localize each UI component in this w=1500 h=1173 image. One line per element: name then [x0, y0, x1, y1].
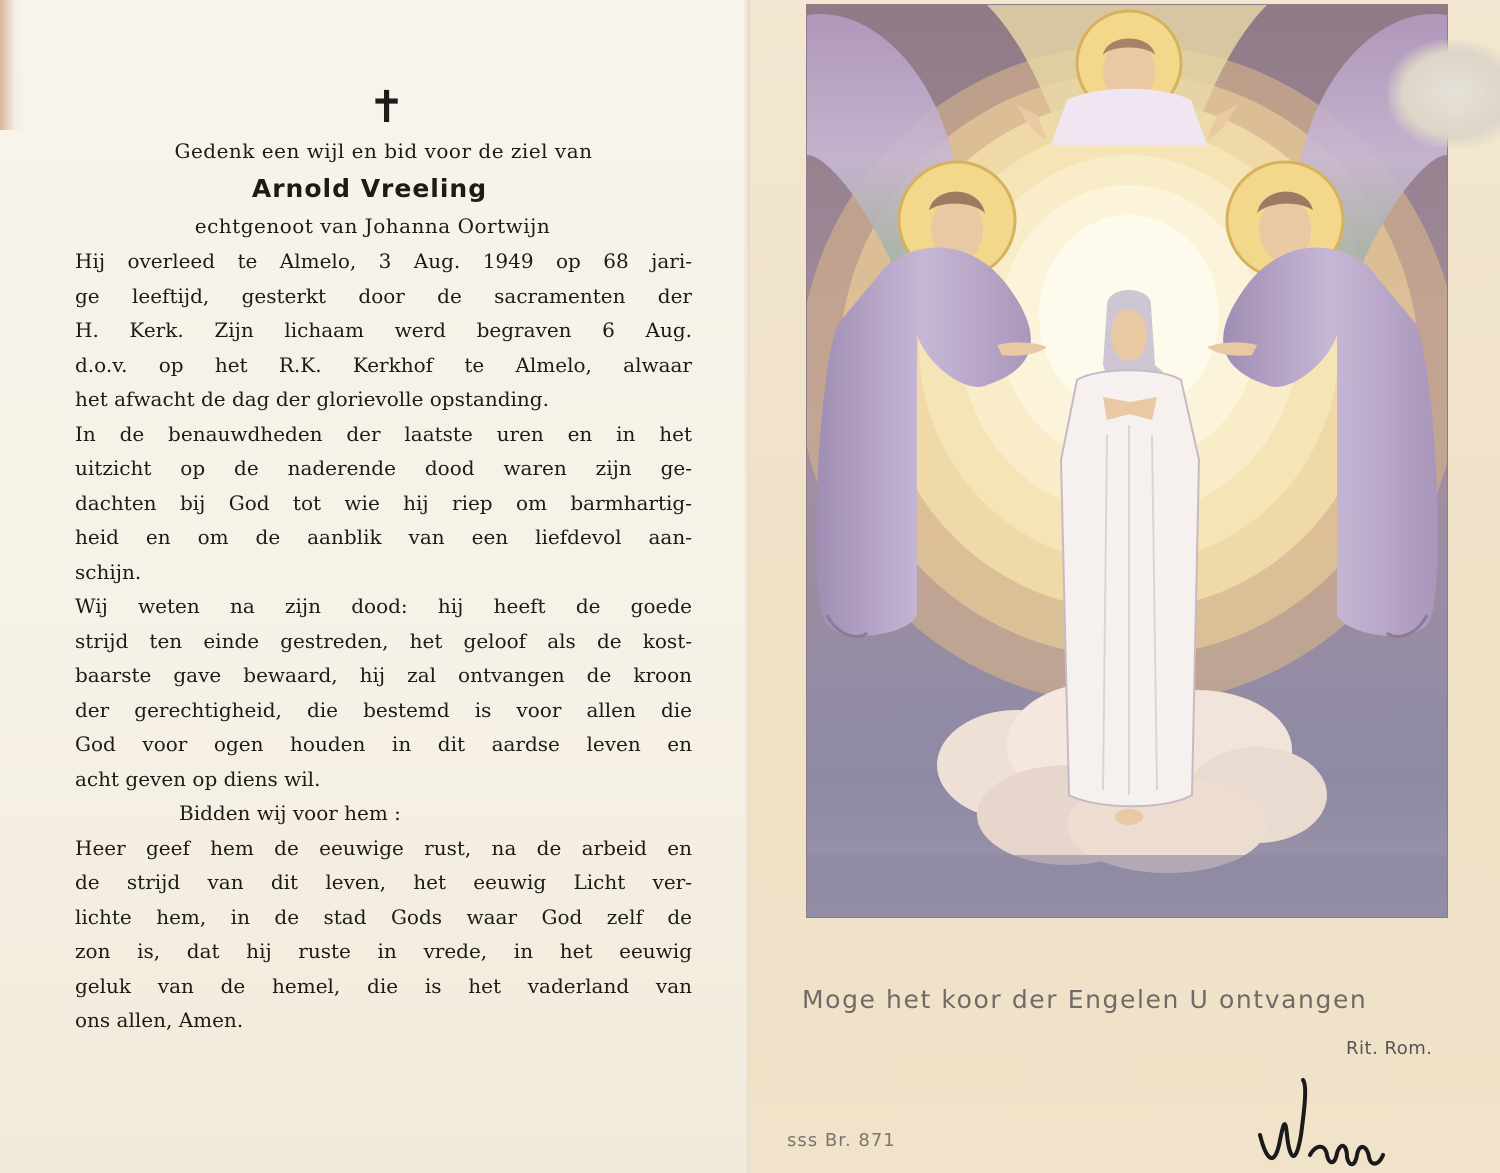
- intro-line: Gedenk een wijl en bid voor de ziel van: [174, 139, 593, 163]
- paragraph-1: [75, 244, 692, 417]
- text-line: ge leeftijd, gesterkt door de sacramenten der: [75, 283, 692, 308]
- paper-damage: [1388, 40, 1500, 148]
- text-line: Heer geef hem de eeuwige rust, na de arbeid en: [75, 835, 692, 860]
- spouse-line: echtgenoot van Johanna Oortwijn: [194, 214, 551, 238]
- text-line: strijd ten einde gestreden, het geloof als de kost-: [75, 628, 692, 653]
- text-line: H. Kerk. Zijn lichaam werd begraven 6 Aug.: [75, 318, 692, 342]
- text-line: lichte hem, in de stad Gods waar God zelf de: [75, 904, 692, 929]
- text-line: der gerechtigheid, die bestemd is voor allen die: [75, 697, 692, 722]
- paragraph-2: [75, 417, 692, 590]
- text-line: Hij overleed te Almelo, 3 Aug. 1949 op 68 jari-: [75, 249, 692, 273]
- text-line: acht geven op diens wil.: [75, 766, 321, 791]
- text-line: uitzicht op de naderende dood waren zijn ge-: [75, 456, 692, 480]
- text-line: schijn.: [75, 559, 142, 584]
- text-line: ons allen, Amen.: [75, 1008, 244, 1032]
- text-line: de strijd van dit leven, het eeuwig Licht ver-: [75, 870, 692, 894]
- source-citation: Rit. Rom.: [1346, 1038, 1433, 1059]
- devotional-illustration: [806, 4, 1448, 918]
- text-line: het afwacht de dag der glorievolle opstanding.: [75, 387, 549, 411]
- text-line: Wij weten na zijn dood: hij heeft de goede: [75, 594, 692, 618]
- paragraph-3: [75, 589, 692, 796]
- left-page: [0, 0, 748, 1173]
- printer-mark: sss Br. 871: [787, 1130, 896, 1151]
- text-line: geluk van de hemel, die is het vaderland van: [75, 973, 692, 998]
- text-line: baarste gave bewaard, hij zal ontvangen de kroon: [75, 663, 692, 687]
- text-line: heid en om de aanblik van een liefdevol aan-: [75, 525, 692, 549]
- text-line: zon is, dat hij ruste in vrede, in het eeuwig: [75, 939, 692, 963]
- text-line: God voor ogen houden in dit aardse leven en: [75, 732, 692, 756]
- text-line: In de benauwdheden der laatste uren en in het: [75, 421, 692, 446]
- edge-wear: [0, 0, 24, 130]
- caption: Moge het koor der Engelen U ontvangen: [802, 985, 1368, 1014]
- text-line: d.o.v. op het R.K. Kerkhof te Almelo, alwaar: [75, 352, 692, 377]
- text-line: dachten bij God tot wie hij riep om barmhartig-: [75, 490, 692, 515]
- deceased-name: Arnold Vreeling: [251, 174, 488, 203]
- prayer: [75, 831, 692, 1038]
- prayer-intro: Bidden wij voor hem :: [179, 801, 401, 825]
- cross-icon: ✝: [368, 82, 405, 133]
- memorial-text: [75, 84, 692, 1038]
- handwritten-signature: [1255, 1075, 1395, 1173]
- ascension-artwork: [807, 5, 1447, 917]
